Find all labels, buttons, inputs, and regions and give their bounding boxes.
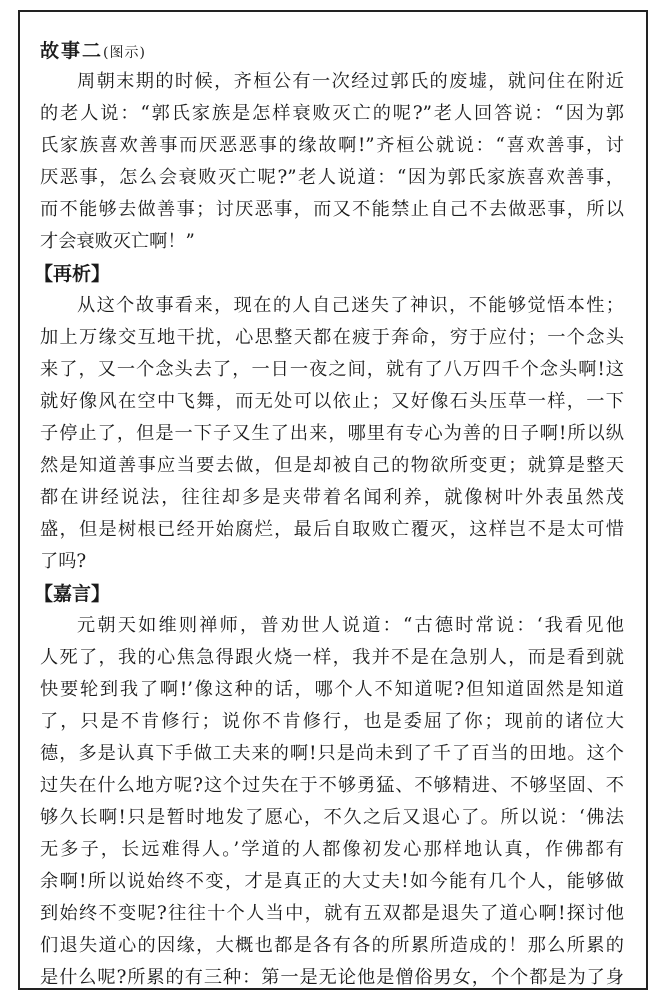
- text-line: 厌恶事，怎么会衰败灭亡呢?”老人说道：“因为郭氏家族喜欢善事，: [40, 167, 624, 188]
- text-line: 余啊!所以说始终不变，才是真正的大丈夫!如今能有几个人，能够做: [40, 871, 624, 892]
- book-page: [18, 10, 648, 990]
- text-line: 过失在什么地方呢?这个过失在于不够勇猛、不够精进、不够坚固、不: [40, 775, 624, 796]
- story-paragraph: [40, 66, 624, 258]
- story-subtitle: (图示): [103, 45, 146, 61]
- story-title: 故事二: [40, 40, 104, 62]
- text-line: 然是知道善事应当要去做，但是却被自己的物欲所变更；就算是整天: [40, 455, 624, 476]
- text-line: 了吗?: [40, 551, 87, 572]
- text-line: 盛，但是树根已经开始腐烂，最后自取败亡覆灭，这样岂不是太可惜: [40, 519, 624, 540]
- analysis-heading: 【再析】: [34, 263, 111, 285]
- text-line: 快要轮到我了啊!’像这种的话，哪个人不知道呢?但知道固然是知道: [40, 679, 624, 700]
- quote-paragraph: [40, 610, 624, 994]
- text-line: 加上万缘交互地干扰，心思整天都在疲于奔命，穷于应付；一个念头: [40, 327, 624, 348]
- text-line: 人死了，我的心焦急得跟火烧一样，我并不是在急别人，而是看到就: [40, 647, 624, 668]
- quote-heading: 【嘉言】: [34, 583, 111, 605]
- text-line: 是什么呢?所累的有三种：第一是无论他是僧俗男女，个个都是为了身: [40, 967, 624, 988]
- text-line: 了，只是不肯修行；说你不肯修行，也是委屈了你；现前的诸位大: [40, 711, 624, 732]
- text-line: 都在讲经说法，往往却多是夹带着名闻利养，就像树叶外表虽然茂: [40, 487, 624, 508]
- text-line: 就好像风在空中飞舞，而无处可以依止；又好像石头压草一样，一下: [40, 391, 624, 412]
- text-line: 周朝末期的时候，齐桓公有一次经过郭氏的废墟，就问住在附近: [77, 71, 624, 92]
- text-line: 而不能够去做善事；讨厌恶事，而又不能禁止自己不去做恶事，所以: [40, 199, 624, 220]
- text-line: 元朝天如维则禅师，普劝世人说道：“古德时常说：‘我看见他: [77, 615, 624, 636]
- text-line: 才会衰败灭亡啊！”: [40, 231, 195, 252]
- text-line: 的老人说：“郭氏家族是怎样衰败灭亡的呢?”老人回答说：“因为郭: [40, 103, 624, 124]
- text-line: 氏家族喜欢善事而厌恶恶事的缘故啊!”齐桓公就说：“喜欢善事，讨: [40, 135, 624, 156]
- analysis-paragraph: [40, 290, 624, 578]
- text-line: 够久长啊!只是暂时地发了愿心，不久之后又退心了。所以说：‘佛法: [40, 807, 624, 828]
- text-line: 来了，又一个念头去了，一日一夜之间，就有了八万四千个念头啊!这: [40, 359, 624, 380]
- text-line: 子停止了，但是一下子又生了出来，哪里有专心为善的日子啊!所以纵: [40, 423, 624, 444]
- text-line: 到始终不变呢?往往十个人当中，就有五双都是退失了道心啊!探讨他: [40, 903, 624, 924]
- text-line: 从这个故事看来，现在的人自己迷失了神识，不能够觉悟本性；: [77, 295, 624, 316]
- text-line: 无多子，长远难得人。’学道的人都像初发心那样地认真，作佛都有: [40, 839, 624, 860]
- text-line: 们退失道心的因缘，大概也都是各有各的所累所造成的！那么所累的: [40, 935, 624, 956]
- story-heading: [40, 36, 624, 66]
- text-line: 德，多是认真下手做工夫来的啊!只是尚未到了千了百当的田地。这个: [40, 743, 624, 764]
